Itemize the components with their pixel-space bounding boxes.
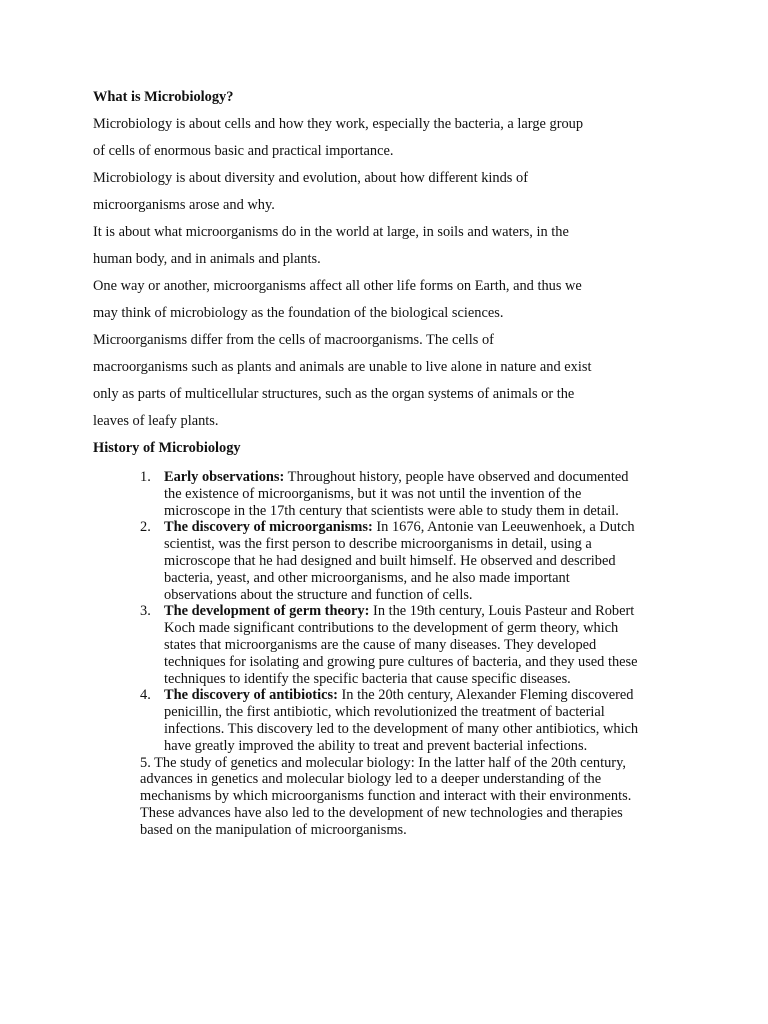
history-item-line xyxy=(164,603,700,620)
history-item-line: based on the manipulation of microorganisms. xyxy=(140,821,407,838)
history-item-line xyxy=(164,469,700,486)
history-item-line xyxy=(164,671,700,688)
history-item-line xyxy=(164,721,700,738)
history-item xyxy=(140,469,700,519)
history-item-text: techniques to identify the specific bacteria that cause specific diseases. xyxy=(164,670,571,687)
intro-line-text: One way or another, microorganisms affect all other life forms on Earth, and thus we xyxy=(93,278,582,294)
intro-line-text: Microorganisms differ from the cells of macroorganisms. The cells of xyxy=(93,332,494,348)
section-title-history: History of Microbiology xyxy=(93,440,241,456)
history-item-line: These advances have also led to the development of new technologies and therapies xyxy=(140,804,623,821)
intro-line xyxy=(93,273,693,300)
history-item-number: 4. xyxy=(140,687,151,704)
history-item-text: Throughout history, people have observed and documented xyxy=(287,469,629,485)
history-item-line xyxy=(164,620,700,637)
history-item-lead: The discovery of microorganisms: xyxy=(164,519,373,536)
history-item-number: 3. xyxy=(140,603,151,620)
history-item-line xyxy=(164,704,700,721)
intro-line-text: human body, and in animals and plants. xyxy=(93,251,321,267)
history-item-lead: The development of germ theory: xyxy=(164,603,370,620)
history-item xyxy=(140,603,700,687)
intro-line-text: microorganisms arose and why. xyxy=(93,197,275,213)
intro-line-text: Microbiology is about diversity and evolution, about how different kinds of xyxy=(93,170,528,186)
history-item-text: states that microorganisms are the cause of many diseases. They developed xyxy=(164,636,597,653)
history-item-text: Koch made significant contributions to the development of germ theory, which xyxy=(164,620,619,637)
section-title-what-is-microbiology: What is Microbiology? xyxy=(93,89,234,105)
history-item-text: scientist, was the first person to describe microorganisms in detail, using a xyxy=(164,536,592,553)
history-item-line xyxy=(164,553,700,570)
history-item xyxy=(140,519,700,603)
history-item-line xyxy=(164,519,700,536)
history-item-text: bacteria, yeast, and other microorganisms, and he also made important xyxy=(164,569,570,586)
history-item-line xyxy=(164,536,700,553)
history-item-line xyxy=(164,738,700,755)
history-item-line xyxy=(164,637,700,654)
history-item-text: In the 20th century, Alexander Fleming discovered xyxy=(341,687,634,704)
history-item-text: techniques for isolating and growing pure cultures of bacteria, and they used these xyxy=(164,653,638,670)
intro-line-text: It is about what microorganisms do in the world at large, in soils and waters, in the xyxy=(93,224,569,240)
intro-line-text: leaves of leafy plants. xyxy=(93,413,219,429)
intro-line-text: only as parts of multicellular structures, such as the organ systems of animals or the xyxy=(93,386,575,402)
history-item-line xyxy=(164,486,700,503)
history-item-text: In 1676, Antonie van Leeuwenhoek, a Dutch xyxy=(376,519,635,536)
history-item-text: observations about the structure and function of cells. xyxy=(164,586,473,603)
intro-line xyxy=(93,165,693,192)
intro-section xyxy=(93,84,693,462)
intro-line xyxy=(93,408,693,435)
history-item-5 xyxy=(140,755,700,839)
history-item-text: microscope that he had designed and built himself. He observed and described xyxy=(164,552,616,569)
history-item-text: infections. This discovery led to the development of many other antibiotics, which xyxy=(164,720,639,737)
intro-line xyxy=(93,219,693,246)
history-item-text: microscope in the 17th century that scientists were able to study them in detail. xyxy=(164,502,619,519)
intro-line xyxy=(93,327,693,354)
history-item-line: 5. The study of genetics and molecular biology: In the latter half of the 20th century, xyxy=(140,754,626,771)
history-item-line: advances in genetics and molecular biology led to a deeper understanding of the xyxy=(140,771,602,788)
intro-line xyxy=(93,354,693,381)
history-list xyxy=(140,469,700,839)
history-item-number: 1. xyxy=(140,469,151,485)
history-item-line xyxy=(164,570,700,587)
intro-line-text: macroorganisms such as plants and animals are unable to live alone in nature and exist xyxy=(93,359,592,375)
intro-line-text: Microbiology is about cells and how they work, especially the bacteria, a large group xyxy=(93,116,584,132)
history-item xyxy=(140,687,700,754)
intro-line-text: of cells of enormous basic and practical importance. xyxy=(93,143,394,159)
history-item-lead: The discovery of antibiotics: xyxy=(164,687,338,704)
history-item-text: penicillin, the first antibiotic, which revolutionized the treatment of bacterial xyxy=(164,704,605,721)
history-numbered-items xyxy=(140,469,700,755)
history-item-line xyxy=(164,503,700,520)
history-item-line xyxy=(164,654,700,671)
history-item-text: In the 19th century, Louis Pasteur and Robert xyxy=(373,603,635,620)
intro-line xyxy=(93,300,693,327)
history-item-line xyxy=(164,587,700,604)
intro-line xyxy=(93,111,693,138)
history-item-text: the existence of microorganisms, but it was not until the invention of the xyxy=(164,485,582,502)
history-item-line: mechanisms by which microorganisms function and interact with their environments. xyxy=(140,788,632,805)
intro-line xyxy=(93,192,693,219)
intro-line-text: may think of microbiology as the foundation of the biological sciences. xyxy=(93,305,504,321)
history-item-text: have greatly improved the ability to treat and prevent bacterial infections. xyxy=(164,737,588,754)
history-item-line xyxy=(164,687,700,704)
intro-line xyxy=(93,138,693,165)
intro-line xyxy=(93,246,693,273)
history-item-number: 2. xyxy=(140,519,151,536)
intro-line xyxy=(93,381,693,408)
history-item-lead: Early observations: xyxy=(164,469,285,485)
intro-paragraphs xyxy=(93,111,693,435)
